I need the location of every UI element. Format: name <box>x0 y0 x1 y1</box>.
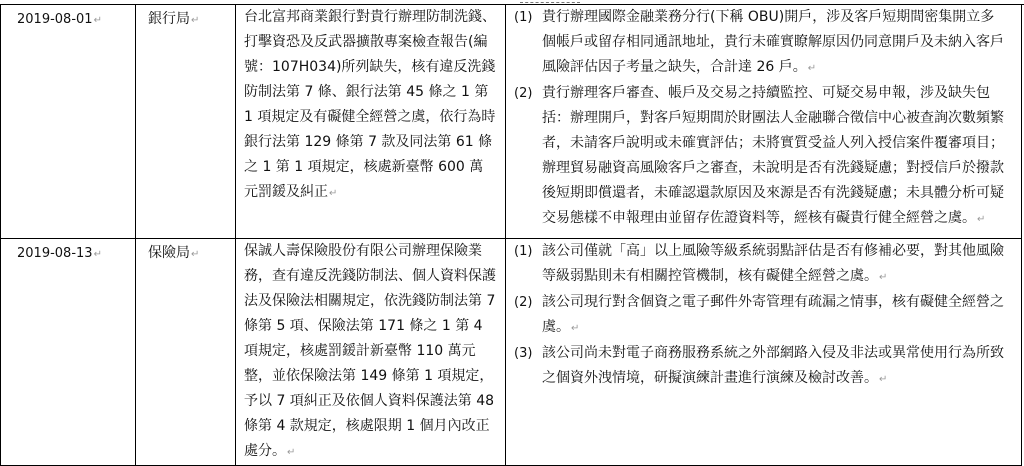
cut-off-text-fragment <box>520 0 580 3</box>
agency-text: 保險局 <box>148 245 190 261</box>
paragraph-mark: ↵ <box>879 374 888 385</box>
facts-cell <box>506 239 1022 466</box>
item-text: 該公司尚未對電子商務服務系統之外部網路入侵及非法或異常使用行為所致之個資外洩情境，研擬演練計畫進行演練及檢討改善。 <box>542 345 1004 386</box>
paragraph-mark: ↵ <box>807 63 817 74</box>
paragraph-mark: ↵ <box>191 249 200 260</box>
penalty-table <box>0 4 1022 466</box>
date-cell <box>1 239 136 466</box>
paragraph-mark: ↵ <box>93 249 102 260</box>
list-item <box>514 5 1007 81</box>
agency-text: 銀行局 <box>148 11 190 27</box>
table-row <box>1 5 1022 239</box>
item-number: (2) <box>514 295 533 310</box>
item-text: 貴行辦理客戶審查、帳戶及交易之持續監控、可疑交易申報，涉及缺失包括：辦理開戶，對客戶短期間於財團法人金融聯合徵信中心被查詢次數頻繁者，未請客戶說明或未確實評估；未將實質受益人列入授信案件覆審項目；辦理貿易融資高風險客戶之審查，未說明是否有洗錢疑慮；對授信戶於撥款後短期即償還者，未確認還款原因及來源是否有洗錢疑慮；未具體分析可疑交易態樣不申報理由並留存佐證資料等，經核有礙貴行健全經營之虞。 <box>542 85 1004 226</box>
paragraph-mark: ↵ <box>977 214 986 225</box>
penalty-text: 保誠人壽保險股份有限公司辦理保險業務，查有違反洗錢防制法、個人資料保護法及保險法相關規定，依洗錢防制法第 7 條第 5 項、保險法第 171 條之 1 第 4 項規定，核處罰鍰計新臺幣 110 萬元整，並依保險法第 149 條第 1 項規定，予以 7 項糾正及依個人資料保護法第 48 條第 4 款規定，核處限期 1 個月內改正處分。 <box>244 243 496 459</box>
penalty-text: 台北富邦商業銀行對貴行辦理防制洗錢、打擊資恐及反武器擴散專案檢查報告(編號：107H034)所列缺失，核有違反洗錢防制法第 7 條、銀行法第 45 條之 1 第 1 項規定及有礙健全經營之虞，依行為時銀行法第 129 條第 7 款及同法第 61 條之 1 第 1 項規定，核處新臺幣 600 萬元罰鍰及糾正 <box>244 9 496 200</box>
item-number: (1) <box>514 10 533 25</box>
date-text: 2019-08-01 <box>17 12 93 27</box>
item-number: (3) <box>514 346 533 361</box>
paragraph-mark: ↵ <box>329 188 338 199</box>
list-item <box>514 341 1007 392</box>
table-row <box>1 239 1022 466</box>
penalty-cell <box>236 5 506 239</box>
facts-list <box>514 5 1007 232</box>
list-item <box>514 239 1007 290</box>
paragraph-mark: ↵ <box>571 323 580 334</box>
agency-cell <box>136 239 236 466</box>
list-item <box>514 290 1007 341</box>
facts-cell <box>506 5 1022 239</box>
facts-list <box>514 239 1007 392</box>
item-number: (2) <box>514 86 533 101</box>
agency-cell <box>136 5 236 239</box>
penalty-cell <box>236 239 506 466</box>
paragraph-mark: ↵ <box>287 447 296 458</box>
date-text: 2019-08-13 <box>17 246 93 261</box>
list-item <box>514 81 1007 232</box>
paragraph-mark: ↵ <box>191 15 200 26</box>
item-text: 貴行辦理國際金融業務分行(下稱 OBU)開戶，涉及客戶短期間密集開立多個帳戶或留存相同通訊地址，貴行未確實瞭解原因仍同意開戶及未納入客戶風險評估因子考量之缺失，合計達 26 戶。 <box>542 9 1004 75</box>
paragraph-mark: ↵ <box>879 272 888 283</box>
paragraph-mark: ↵ <box>93 15 102 26</box>
date-cell <box>1 5 136 239</box>
item-number: (1) <box>514 244 533 259</box>
item-text: 該公司現行對含個資之電子郵件外寄管理有疏漏之情事，核有礙健全經營之虞。 <box>542 294 1004 335</box>
item-text: 該公司僅就「高」以上風險等級系統弱點評估是否有修補必要，對其他風險等級弱點則未有相關控管機制，核有礙健全經營之虞。 <box>542 243 1004 284</box>
